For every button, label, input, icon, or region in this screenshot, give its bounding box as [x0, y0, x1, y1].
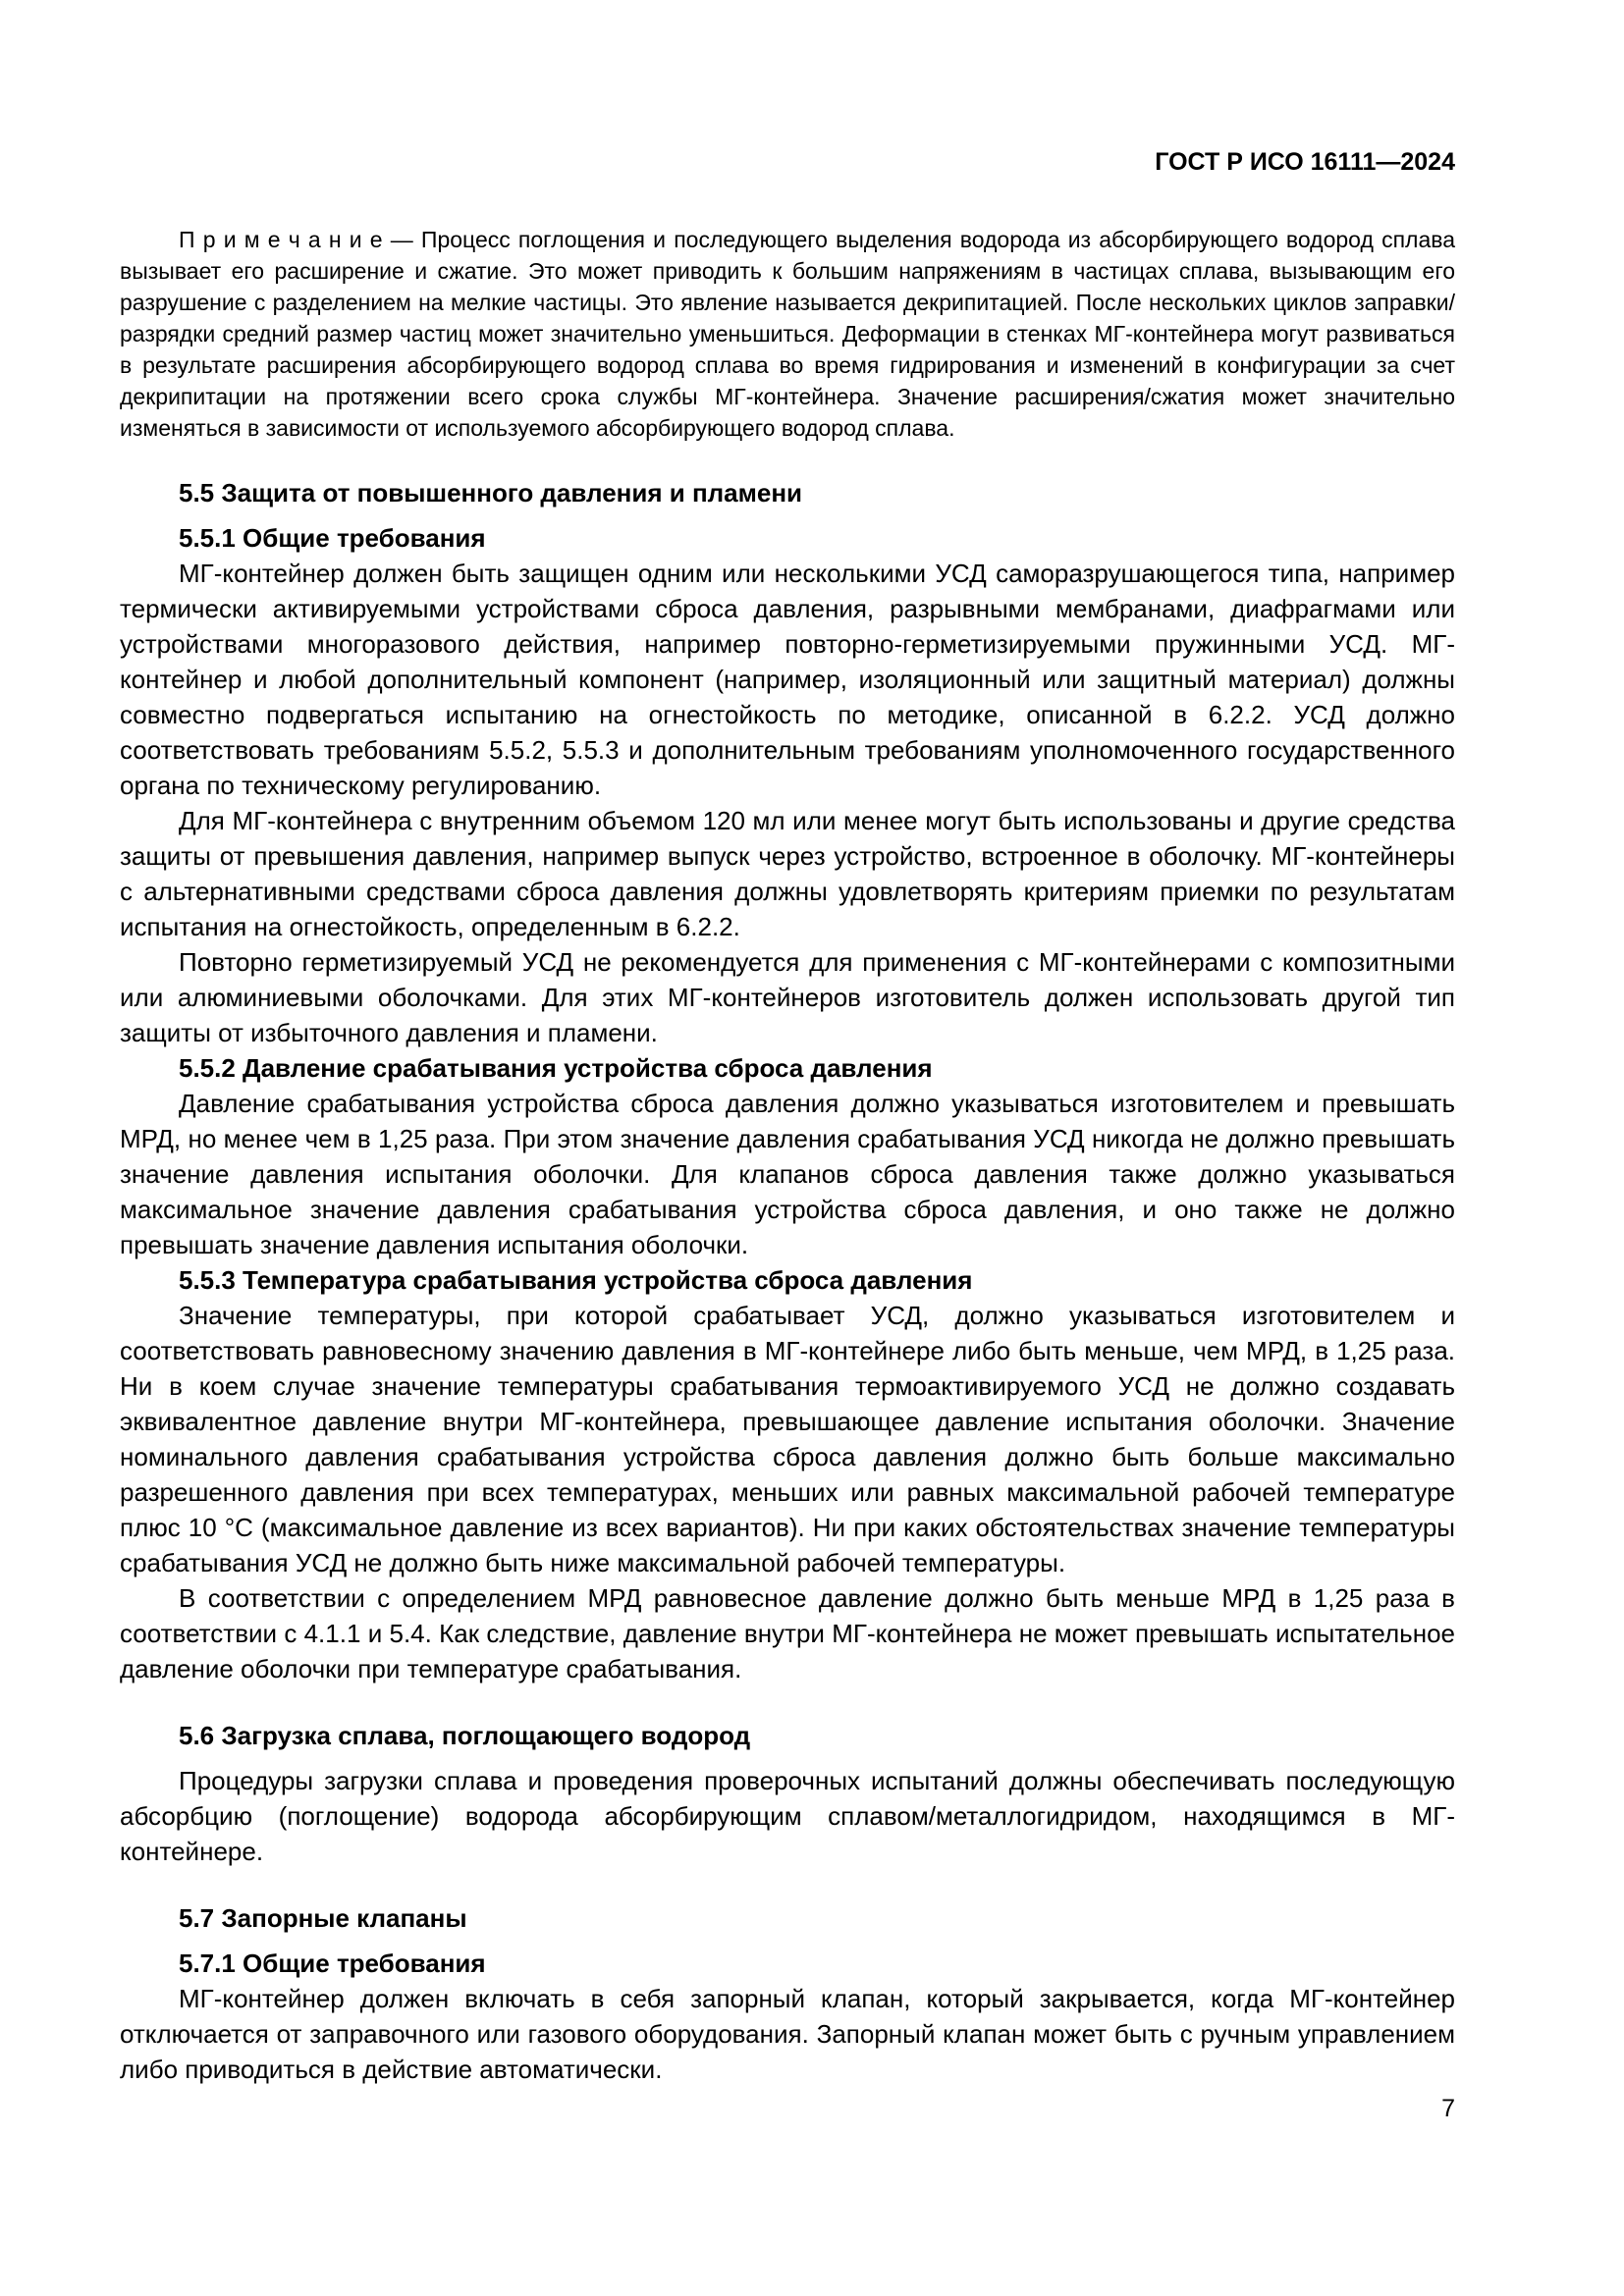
- paragraph-5-5-1-2: Для МГ-контейнера с внутренним объемом 120 мл или менее могут быть использованы и другие средства защиты от превышения давления, например выпуск через устройство, встроенное в оболочку. МГ-контейнеры с альтернативными средствами сброса давления должны удовлетворять критериям приемки по результатам испытания на огнестойкость, определенным в 6.2.2.: [120, 806, 1455, 941]
- paragraph-5-7-1-1: МГ-контейнер должен включать в себя запорный клапан, который закрывается, когда МГ-контейнер отключается от заправочного или газового оборудования. Запорный клапан может быть с ручным управлением либо приводиться в действие автоматически.: [120, 1984, 1455, 2084]
- paragraph-5-5-3-2: В соответствии с определением МРД равновесное давление должно быть меньше МРД в 1,25 раза в соответствии с 4.1.1 и 5.4. Как следствие, давление внутри МГ-контейнера не может превышать испытательное давление оболочки при температуре срабатывания.: [120, 1583, 1455, 1683]
- section-5-5-1-heading: 5.5.1 Общие требования: [179, 523, 486, 553]
- section-5-5-2-heading: 5.5.2 Давление срабатывания устройства сброса давления: [179, 1053, 933, 1083]
- paragraph-5-5-3-1: Значение температуры, при которой срабатывает УСД, должно указываться изготовителем и соответствовать равновесному значению давления в МГ-контейнере либо быть меньше, чем МРД, в 1,25 раза. Ни в коем случае значение температуры срабатывания термоактивируемого УСД не должно создавать эквивалентное давление внутри МГ-контейнера, превышающее давление испытания оболочки. Значение номинального давления срабатывания устройства сброса давления должно быть больше максимально разрешенного давления при всех температурах, меньших или равных максимальной рабочей температуре плюс 10 °С (максимальное давление из всех вариантов). Ни при каких обстоятельствах значение температуры срабатывания УСД не должно быть ниже максимальной рабочей температуры.: [120, 1301, 1455, 1577]
- note-paragraph: П р и м е ч а н и е — Процесс поглощения и последующего выделения водорода из абсорбирующего водород сплава вызывает его расширение и сжатие. Это может приводить к большим напряжениям в частицах сплава, вызывающим его разрушение с разделением на мелкие частицы. Это явление называется декрипитацией. После нескольких циклов заправки/разрядки средний размер частиц может значительно уменьшиться. Деформации в стенках МГ-контейнера могут развиваться в результате расширения абсорбирующего водород сплава во время гидрирования и изменений в конфигурации за счет декрипитации на протяжении всего срока службы МГ-контейнера. Значение расширения/сжатия может значительно изменяться в зависимости от используемого абсорбирующего водород сплава.: [120, 227, 1455, 441]
- doc-code-header: ГОСТ Р ИСО 16111—2024: [1155, 148, 1455, 176]
- paragraph-5-5-1-3: Повторно герметизируемый УСД не рекомендуется для применения с МГ-контейнерами с композитными или алюминиевыми оболочками. Для этих МГ-контейнеров изготовитель должен использовать другой тип защиты от избыточного давления и пламени.: [120, 947, 1455, 1047]
- page-number: 7: [1441, 2095, 1455, 2122]
- section-5-7-heading: 5.7 Запорные клапаны: [179, 1903, 467, 1933]
- section-5-6-heading: 5.6 Загрузка сплава, поглощающего водород: [179, 1721, 751, 1750]
- section-5-5-3-heading: 5.5.3 Температура срабатывания устройства сброса давления: [179, 1265, 973, 1295]
- paragraph-5-5-1-1: МГ-контейнер должен быть защищен одним или несколькими УСД саморазрушающегося типа, например термически активируемыми устройствами сброса давления, разрывными мембранами, диафрагмами или устройствами многоразового действия, например повторно-герметизируемыми пружинными УСД. МГ-контейнер и любой дополнительный компонент (например, изоляционный или защитный материал) должны совместно подвергаться испытанию на огнестойкость по методике, описанной в 6.2.2. УСД должно соответствовать требованиям 5.5.2, 5.5.3 и дополнительным требованиям уполномоченного государственного органа по техническому регулированию.: [120, 559, 1455, 800]
- paragraph-5-6-1: Процедуры загрузки сплава и проведения проверочных испытаний должны обеспечивать последующую абсорбцию (поглощение) водорода абсорбирующим сплавом/металлогидридом, находящимся в МГ-контейнере.: [120, 1766, 1455, 1866]
- paragraph-5-5-2-1: Давление срабатывания устройства сброса давления должно указываться изготовителем и превышать МРД, но менее чем в 1,25 раза. При этом значение давления срабатывания УСД никогда не должно превышать значение давления испытания оболочки. Для клапанов сброса давления также должно указываться максимальное значение давления срабатывания устройства сброса давления, и оно также не должно превышать значение давления испытания оболочки.: [120, 1089, 1455, 1259]
- section-5-5-heading: 5.5 Защита от повышенного давления и пламени: [179, 478, 803, 507]
- section-5-7-1-heading: 5.7.1 Общие требования: [179, 1949, 486, 1978]
